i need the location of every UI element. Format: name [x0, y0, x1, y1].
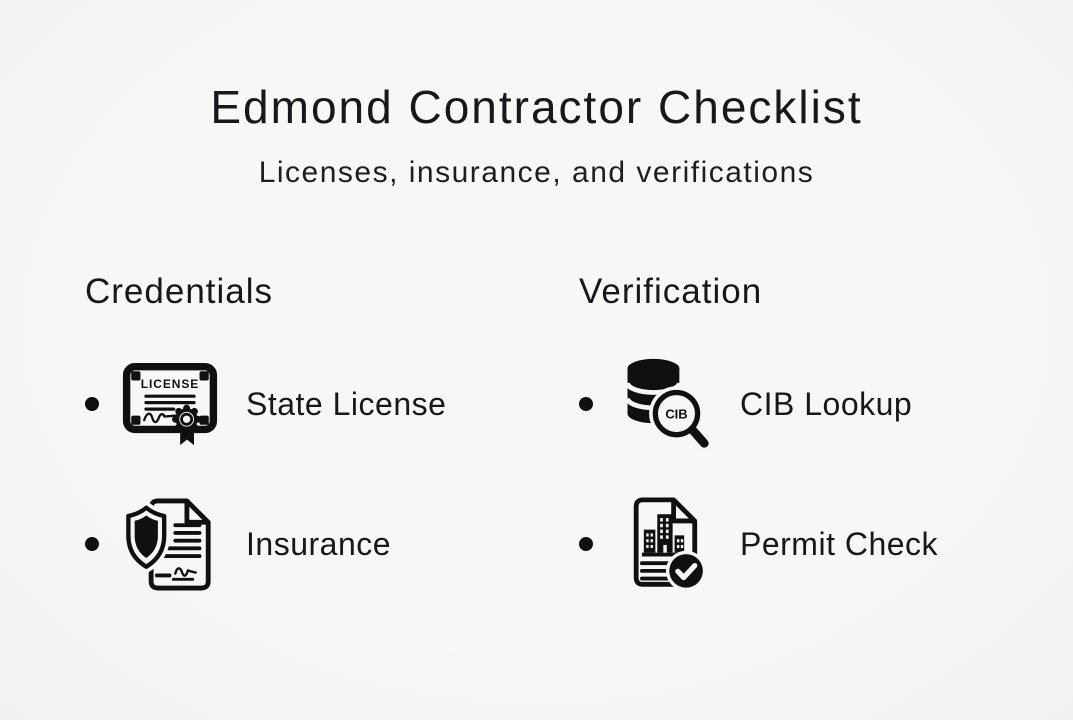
header	[0, 0, 1073, 190]
column-credentials	[85, 272, 579, 594]
page-title: Edmond Contractor Checklist	[210, 81, 863, 133]
bullet-dot	[579, 397, 593, 411]
database-magnifier-svg	[616, 355, 712, 453]
shield-shape	[128, 507, 164, 566]
check-badge	[665, 551, 705, 591]
list-item-state-license	[85, 354, 579, 454]
database-magnifier-icon	[614, 354, 713, 454]
list-item-insurance	[85, 494, 579, 594]
column-verification	[579, 272, 1073, 594]
item-label-insurance: Insurance	[246, 525, 392, 562]
bullet-dot	[85, 537, 99, 551]
page-subtitle: Licenses, insurance, and verifications	[258, 156, 815, 189]
bullet-dot	[579, 537, 593, 551]
list-item-permit-check	[579, 494, 1073, 594]
item-label-permit-check: Permit Check	[740, 525, 939, 562]
license-icon-label: LICENSE	[140, 376, 199, 391]
shield-document-svg	[125, 496, 214, 593]
item-label-cib-lookup: CIB Lookup	[740, 385, 913, 422]
checklist-columns	[0, 272, 1073, 594]
credentials-items	[85, 354, 579, 594]
seal-rosette	[172, 404, 201, 433]
license-certificate-icon	[120, 354, 219, 454]
bullet-dot	[85, 397, 99, 411]
list-item-cib-lookup	[579, 354, 1073, 454]
license-certificate-svg	[122, 362, 218, 447]
magnifier-lens-label: CIB	[664, 406, 688, 422]
verification-items	[579, 354, 1073, 594]
column-heading-verification: Verification	[579, 272, 763, 311]
permit-document-check-svg	[616, 495, 712, 593]
column-heading-credentials: Credentials	[85, 272, 274, 311]
item-label-state-license: State License	[246, 385, 447, 422]
permit-document-check-icon	[614, 494, 713, 594]
shield-document-icon	[120, 494, 219, 594]
